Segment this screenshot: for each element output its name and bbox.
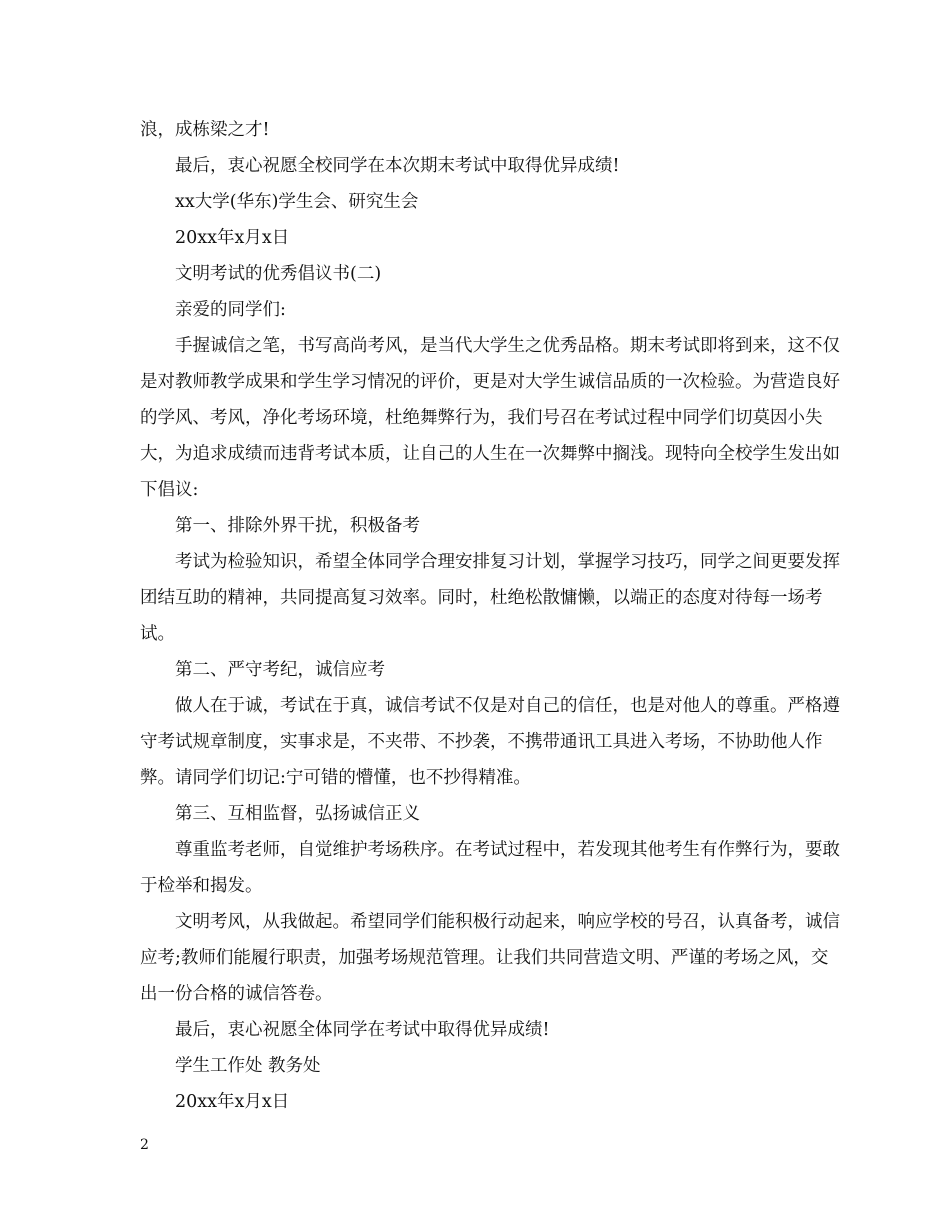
document-body	[140, 112, 840, 1120]
point-1-heading: 第一、排除外界干扰，积极备考	[175, 516, 420, 536]
intro-paragraph: 手握诚信之笔，书写高尚考风，是当代大学生之优秀品格。期末考试即将到来，这不仅是对教师教学成果和学生学习情况的评价，更是对大学生诚信品质的一次检验。为营造良好的学风、考风，净化考场环境，杜绝舞弊行为，我们号召在考试过程中同学们切莫因小失大，为追求成绩而违背考试本质，让自己的人生在一次舞弊中搁浅。现特向全校学生发出如下倡议:	[140, 336, 840, 500]
date-2: 20xx年x月x日	[175, 1092, 290, 1112]
section-title-2: 文明考试的优秀倡议书(二)	[175, 264, 382, 284]
point-2-heading: 第二、严守考纪，诚信应考	[175, 660, 385, 680]
date-1: 20xx年x月x日	[175, 228, 290, 248]
appeal-paragraph: 文明考风，从我做起。希望同学们能积极行动起来，响应学校的号召，认真备考，诚信应考;教师们能履行职责，加强考场规范管理。让我们共同营造文明、严谨的考场之风，交出一份合格的诚信答卷。	[140, 912, 840, 1004]
signature-1: xx大学(华东)学生会、研究生会	[175, 192, 419, 212]
point-3-body: 尊重监考老师，自觉维护考场秩序。在考试过程中，若发现其他考生有作弊行为，要敢于检举和揭发。	[140, 840, 840, 896]
continuation-line: 浪，成栋梁之才!	[140, 120, 270, 140]
closing-wish-2: 最后，衷心祝愿全体同学在考试中取得优异成绩!	[175, 1020, 550, 1040]
page-number: 2	[140, 1137, 149, 1153]
point-1-body: 考试为检验知识，希望全体同学合理安排复习计划，掌握学习技巧，同学之间更要发挥团结互助的精神，共同提高复习效率。同时，杜绝松散慵懒，以端正的态度对待每一场考试。	[140, 552, 840, 644]
signature-2: 学生工作处 教务处	[175, 1056, 321, 1076]
point-3-heading: 第三、互相监督，弘扬诚信正义	[175, 804, 420, 824]
point-2-body: 做人在于诚，考试在于真，诚信考试不仅是对自己的信任，也是对他人的尊重。严格遵守考试规章制度，实事求是，不夹带、不抄袭，不携带通讯工具进入考场，不协助他人作弊。请同学们切记:宁可错的懵懂，也不抄得精准。	[140, 696, 840, 788]
closing-wish-1: 最后，衷心祝愿全校同学在本次期末考试中取得优异成绩!	[175, 156, 620, 176]
greeting: 亲爱的同学们:	[175, 300, 286, 320]
